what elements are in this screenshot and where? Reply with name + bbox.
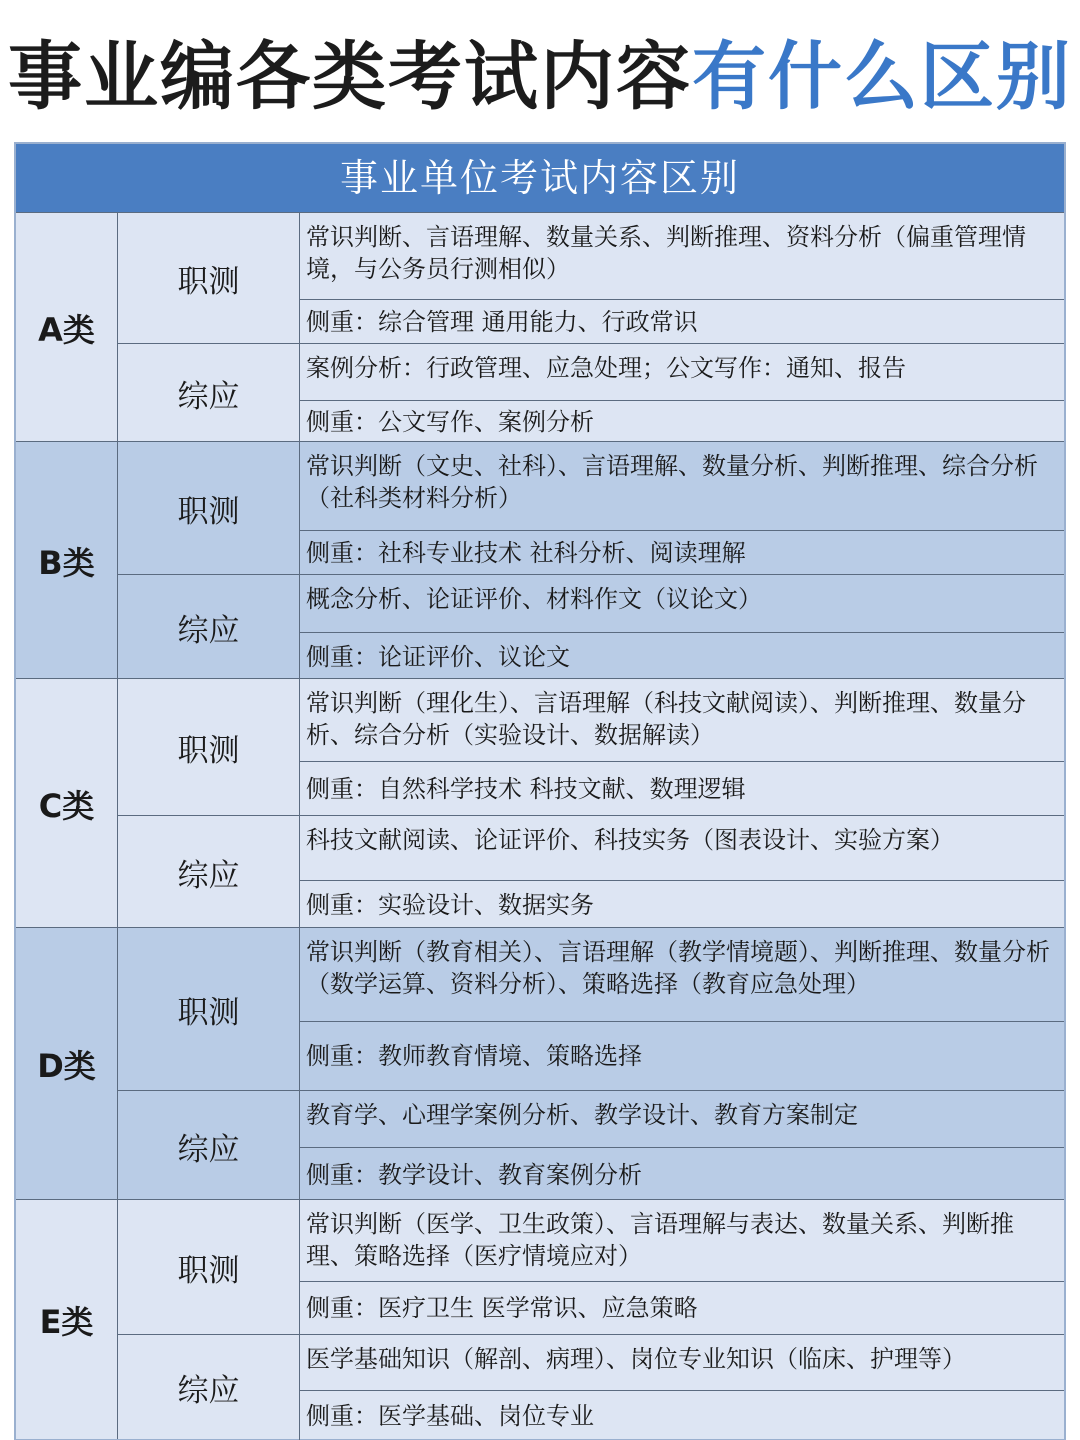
category-e-block xyxy=(16,1199,1064,1439)
focus-cell: 侧重：自然科学技术 科技文献、数理逻辑 xyxy=(300,761,1064,815)
subject-label: 综应 xyxy=(118,575,300,680)
category-label: D类 xyxy=(16,928,118,1200)
table-header: 事业单位考试内容区别 xyxy=(16,144,1064,212)
focus-cell: 侧重：社科专业技术 社科分析、阅读理解 xyxy=(300,530,1064,574)
subject-label: 职测 xyxy=(118,1200,300,1334)
focus-cell: 侧重：综合管理 通用能力、行政常识 xyxy=(300,299,1064,343)
subject-label: 职测 xyxy=(118,679,300,815)
category-label: B类 xyxy=(16,442,118,679)
zongying-row xyxy=(118,815,1064,929)
subject-label: 职测 xyxy=(118,928,300,1090)
content-cell: 科技文献阅读、论证评价、科技实务（图表设计、实验方案） xyxy=(306,826,954,854)
subject-label: 综应 xyxy=(118,1335,300,1440)
zhice-row xyxy=(118,928,1064,1090)
zhice-row xyxy=(118,1200,1064,1334)
zongying-row xyxy=(118,1090,1064,1201)
category-b-block xyxy=(16,441,1064,679)
content-cell: 常识判断（医学、卫生政策）、言语理解与表达、数量关系、判断推理、策略选择（医疗情境应对） xyxy=(306,1210,1014,1270)
zhice-row xyxy=(118,679,1064,815)
content-cell: 教育学、心理学案例分析、教学设计、教育方案制定 xyxy=(306,1101,858,1129)
subject-label: 综应 xyxy=(118,816,300,929)
subject-label: 职测 xyxy=(118,213,300,343)
focus-cell: 侧重：公文写作、案例分析 xyxy=(300,400,1064,443)
zhice-row xyxy=(118,442,1064,574)
title-dark-part: 事业编各类考试内容 xyxy=(8,34,692,120)
content-cell: 常识判断、言语理解、数量关系、判断推理、资料分析（偏重管理情境，与公务员行测相似） xyxy=(306,223,1026,283)
subject-label: 综应 xyxy=(118,1091,300,1201)
page-title xyxy=(0,22,1080,132)
content-cell: 概念分析、论证评价、材料作文（议论文） xyxy=(306,585,762,613)
zongying-row xyxy=(118,1334,1064,1440)
focus-cell: 侧重：医学基础、岗位专业 xyxy=(300,1390,1064,1440)
focus-cell: 侧重：教学设计、教育案例分析 xyxy=(300,1147,1064,1201)
content-cell: 医学基础知识（解剖、病理）、岗位专业知识（临床、护理等） xyxy=(306,1345,966,1373)
category-c-block xyxy=(16,678,1064,928)
focus-cell: 侧重：实验设计、数据实务 xyxy=(300,880,1064,929)
content-cell: 案例分析：行政管理、应急处理；公文写作：通知、报告 xyxy=(306,354,906,382)
category-d-block xyxy=(16,927,1064,1200)
subject-label: 职测 xyxy=(118,442,300,574)
category-label: A类 xyxy=(16,213,118,442)
focus-cell: 侧重：教师教育情境、策略选择 xyxy=(300,1021,1064,1090)
zongying-row xyxy=(118,343,1064,443)
subject-label: 综应 xyxy=(118,344,300,443)
category-label: E类 xyxy=(16,1200,118,1439)
zongying-row xyxy=(118,574,1064,680)
category-a-block xyxy=(16,212,1064,442)
focus-cell: 侧重：论证评价、议论文 xyxy=(300,632,1064,680)
category-label: C类 xyxy=(16,679,118,928)
content-cell: 常识判断（文史、社科）、言语理解、数量分析、判断推理、综合分析（社科类材料分析） xyxy=(306,452,1038,512)
focus-cell: 侧重：医疗卫生 医学常识、应急策略 xyxy=(300,1281,1064,1334)
content-cell: 常识判断（教育相关）、言语理解（教学情境题）、判断推理、数量分析（数学运算、资料分析）、策略选择（教育应急处理） xyxy=(306,938,1050,998)
exam-comparison-table xyxy=(14,142,1066,1440)
title-accent-part: 有什么区别 xyxy=(692,34,1072,120)
content-cell: 常识判断（理化生）、言语理解（科技文献阅读）、判断推理、数量分析、综合分析（实验设计、数据解读） xyxy=(306,689,1026,749)
zhice-row xyxy=(118,213,1064,343)
